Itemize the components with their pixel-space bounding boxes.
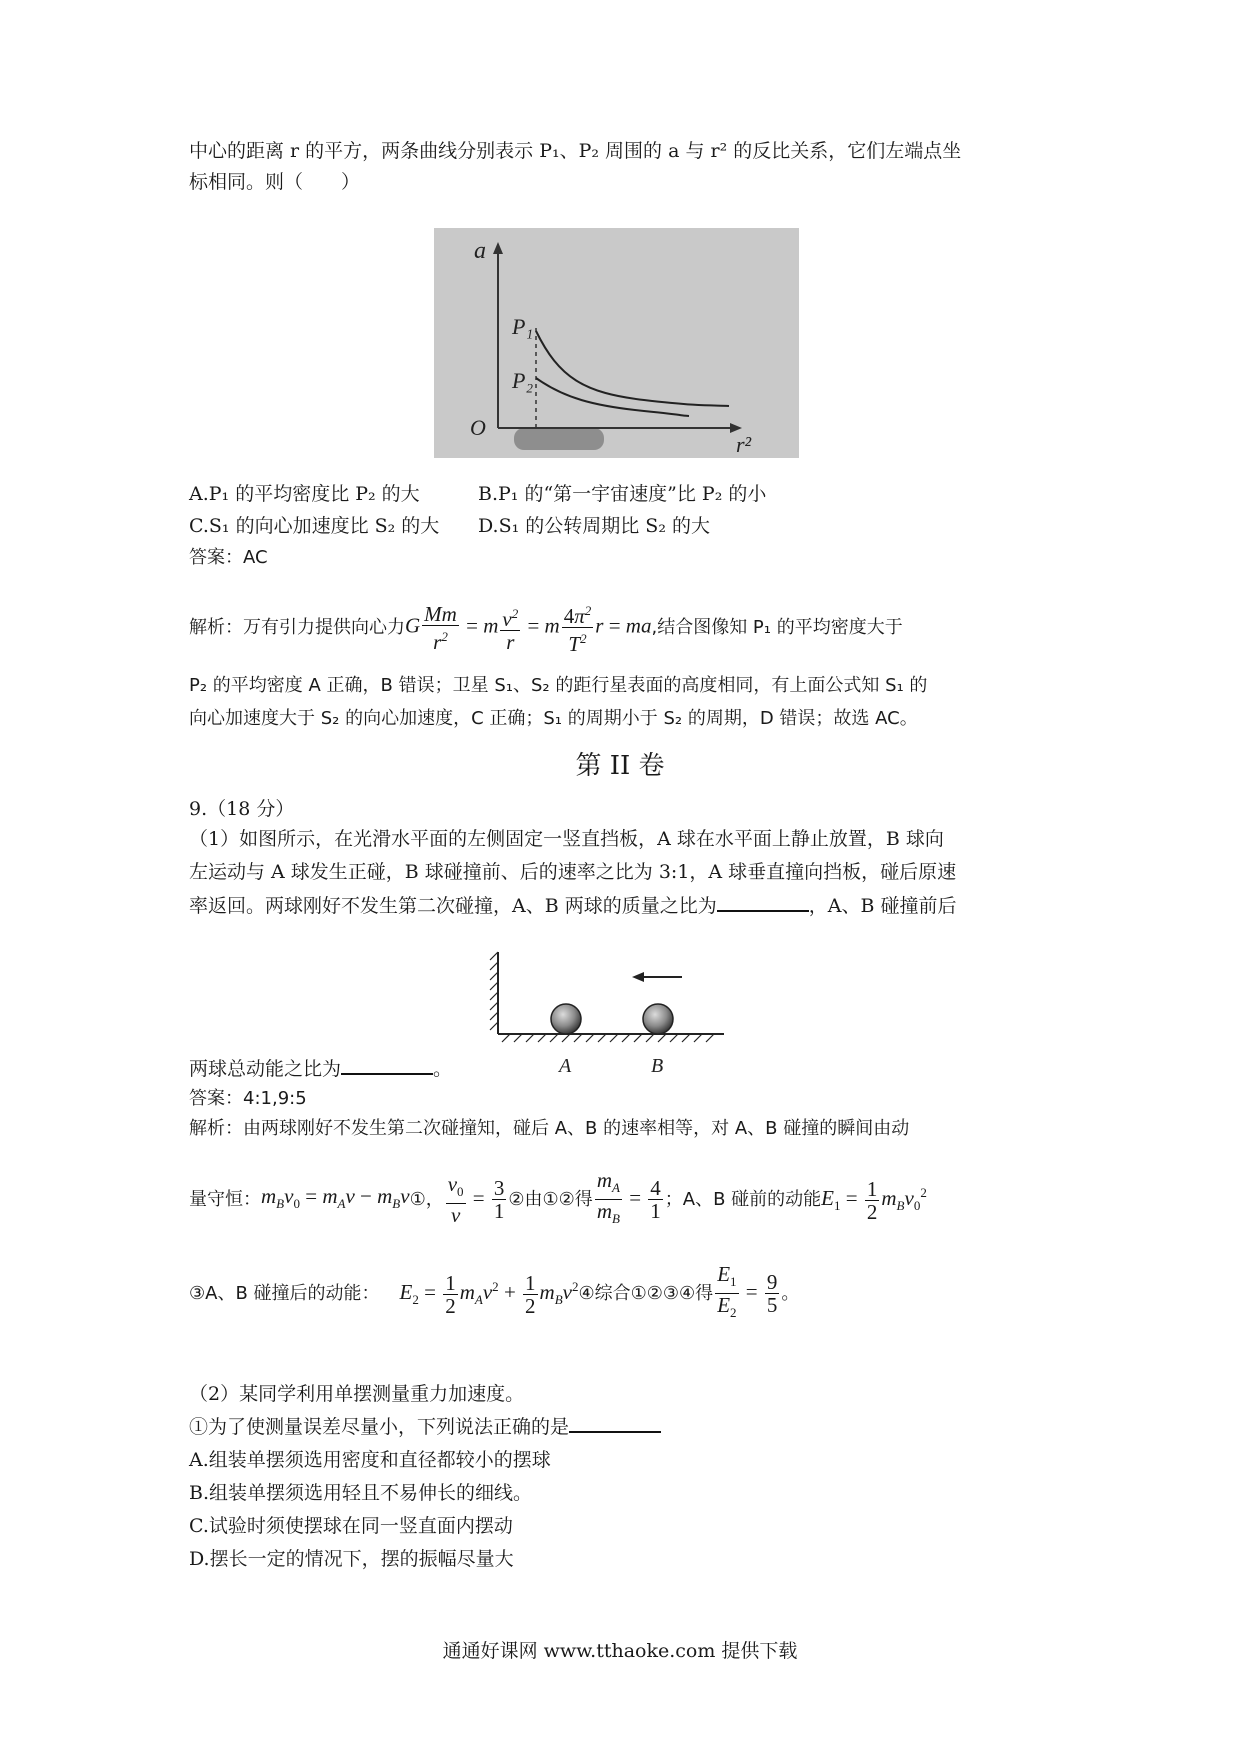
y-axis-label: a [474,238,486,264]
left-arrow-icon [632,972,644,982]
q8-answer: 答案：AC [189,547,268,568]
q8-option-a: A.P₁ 的平均密度比 P₂ 的大 [189,483,420,505]
speed-ratio-fraction: $\frac{v_0}{v}$ = $\frac{3}{1}$ [447,1172,505,1228]
energy-ratio-fraction: $\frac{E_1}{E_2}$ = $\frac{9}{5}$ [717,1261,778,1321]
q9-analysis-l3-label: ③A、B 碰撞后的动能： [189,1282,380,1304]
graph-smudge [514,428,604,450]
q9-part1-line-3a: 率返回。两球刚好不发生第二次碰撞，A、B 两球的质量之比为 [189,895,717,917]
q9-analysis-l3-mid: ④综合①②③④得 [578,1282,714,1304]
q9-part2-prompt: ①为了使测量误差尽量小，下列说法正确的是 [189,1416,570,1438]
q9-analysis-l2-label: 量守恒： [189,1188,261,1210]
momentum-equation: $m_Bv_0 = m_Av - m_Bv$ [261,1183,410,1211]
q9-analysis-line-1: 解析：由两球刚好不发生第二次碰撞知，碰后 A、B 的速率相等，对 A、B 碰撞的瞬间由动 [189,1118,910,1139]
mass-ratio-blank[interactable] [717,892,809,912]
q9-part2-option-d: D.摆长一定的情况下，摆的振幅尽量大 [189,1548,514,1570]
q8-analysis-line-3: 向心加速度大于 S₂ 的向心加速度，C 正确；S₁ 的周期小于 S₂ 的周期，D 错误；故选 AC。 [189,708,918,729]
wall-hatching [490,952,498,1030]
mass-ratio-fraction: $\frac{m_A}{m_B}$ = $\frac{4}{1}$ [596,1167,661,1227]
q9-part1-line-2: 左运动与 A 球发生正碰，B 球碰撞前、后的速率之比为 3:1，A 球垂直撞向挡板，碰后原速 [189,861,957,883]
q9-part2-option-c: C.试验时须使摆球在同一竖直面内摆动 [189,1515,513,1537]
ball-a [551,1004,581,1034]
curve-p2-label: P₂ [512,368,534,393]
ball-b-label: B [651,1055,664,1077]
graph-background [434,228,799,458]
q9-part1-line-4 [189,1055,452,1083]
q8-stem-line-2: 标相同。则（ ） [189,171,361,193]
q9-analysis-l3-end: 。 [781,1282,800,1304]
q9-part1-line-1: （1）如图所示，在光滑水平面的左侧固定一竖直挡板，A 球在水平面上静止放置，B 球向 [189,828,944,850]
q9-header: 9.（18 分） [189,798,295,820]
pendulum-answer-blank[interactable] [569,1413,661,1433]
q9-analysis-line-2 [189,1168,927,1231]
q9-part2-option-b: B.组装单摆须选用轻且不易伸长的细线。 [189,1482,533,1504]
ball-a-label: A [559,1055,572,1077]
acceleration-vs-r2-graph [434,228,799,458]
q9-analysis-l2-tail: ；A、B 碰前的动能 [664,1188,822,1210]
q9-part1-line-3 [189,892,956,920]
q9-analysis-l2-mid: 由①②得 [524,1188,593,1210]
origin-label: O [470,415,486,440]
kinetic-energy-ratio-blank[interactable] [341,1055,433,1075]
eq1-marker: ①， [409,1188,444,1210]
ground-hatching [502,1034,714,1042]
q9-part1-line-4b: 。 [433,1058,453,1080]
q8-analysis-line-2: P₂ 的平均密度 A 正确，B 错误；卫星 S₁、S₂ 的距行星表面的高度相同，有上面公式知 S₁ 的 [189,675,928,696]
q8-option-b: B.P₁ 的“第一宇宙速度”比 P₂ 的小 [478,483,767,505]
q8-stem-line-1: 中心的距离 r 的平方，两条曲线分别表示 P₁、P₂ 周围的 a 与 r² 的反比关系，它们左端点坐 [189,140,962,162]
q9-part1-line-3b: ，A、B 碰撞前后 [808,895,957,917]
q9-analysis-line-3 [189,1262,799,1325]
q8-option-c: C.S₁ 的向心加速度比 S₂ 的大 [189,515,440,537]
q8-analysis-suffix: ,结合图像知 P₁ 的平均密度大于 [651,616,903,638]
q9-answer: 答案：4:1,9:5 [189,1088,307,1109]
q9-part2-line-1: （2）某同学利用单摆测量重力加速度。 [189,1383,525,1405]
curve-p1-label: P₁ [512,314,534,339]
section-title: 第 II 卷 [575,751,665,781]
final-kinetic-energy-formula: $E_2$ = $\frac{1}{2}$ $m_Av^2$ + $\frac{1}{2}$ $m_Bv^2$ [399,1270,579,1318]
q8-option-d: D.S₁ 的公转周期比 S₂ 的大 [478,515,710,537]
ball-b [643,1004,673,1034]
q9-part1-line-4a: 两球总动能之比为 [189,1058,342,1080]
page-footer: 通通好课网 www.tthaoke.com 提供下载 [442,1640,798,1662]
x-axis-label: r² [736,432,752,457]
q9-part2-line-2 [189,1413,661,1441]
q8-analysis-line-1 [189,600,903,655]
q8-analysis-prefix: 解析：万有引力提供向心力 [189,616,405,638]
collision-diagram [486,942,726,1077]
gravitation-formula: G $\frac{Mm}{r^2}$ = m $\frac{v^2}{r}$ = m $\frac{4\pi^2}{T^2}$ r = ma [405,601,652,656]
eq2-marker: ② [508,1188,525,1210]
q9-part2-option-a: A.组装单摆须选用密度和直径都较小的摆球 [189,1449,551,1471]
initial-kinetic-energy-formula: $E_1$ = $\frac{1}{2}$ $m_Bv_0^2$ [821,1176,927,1224]
